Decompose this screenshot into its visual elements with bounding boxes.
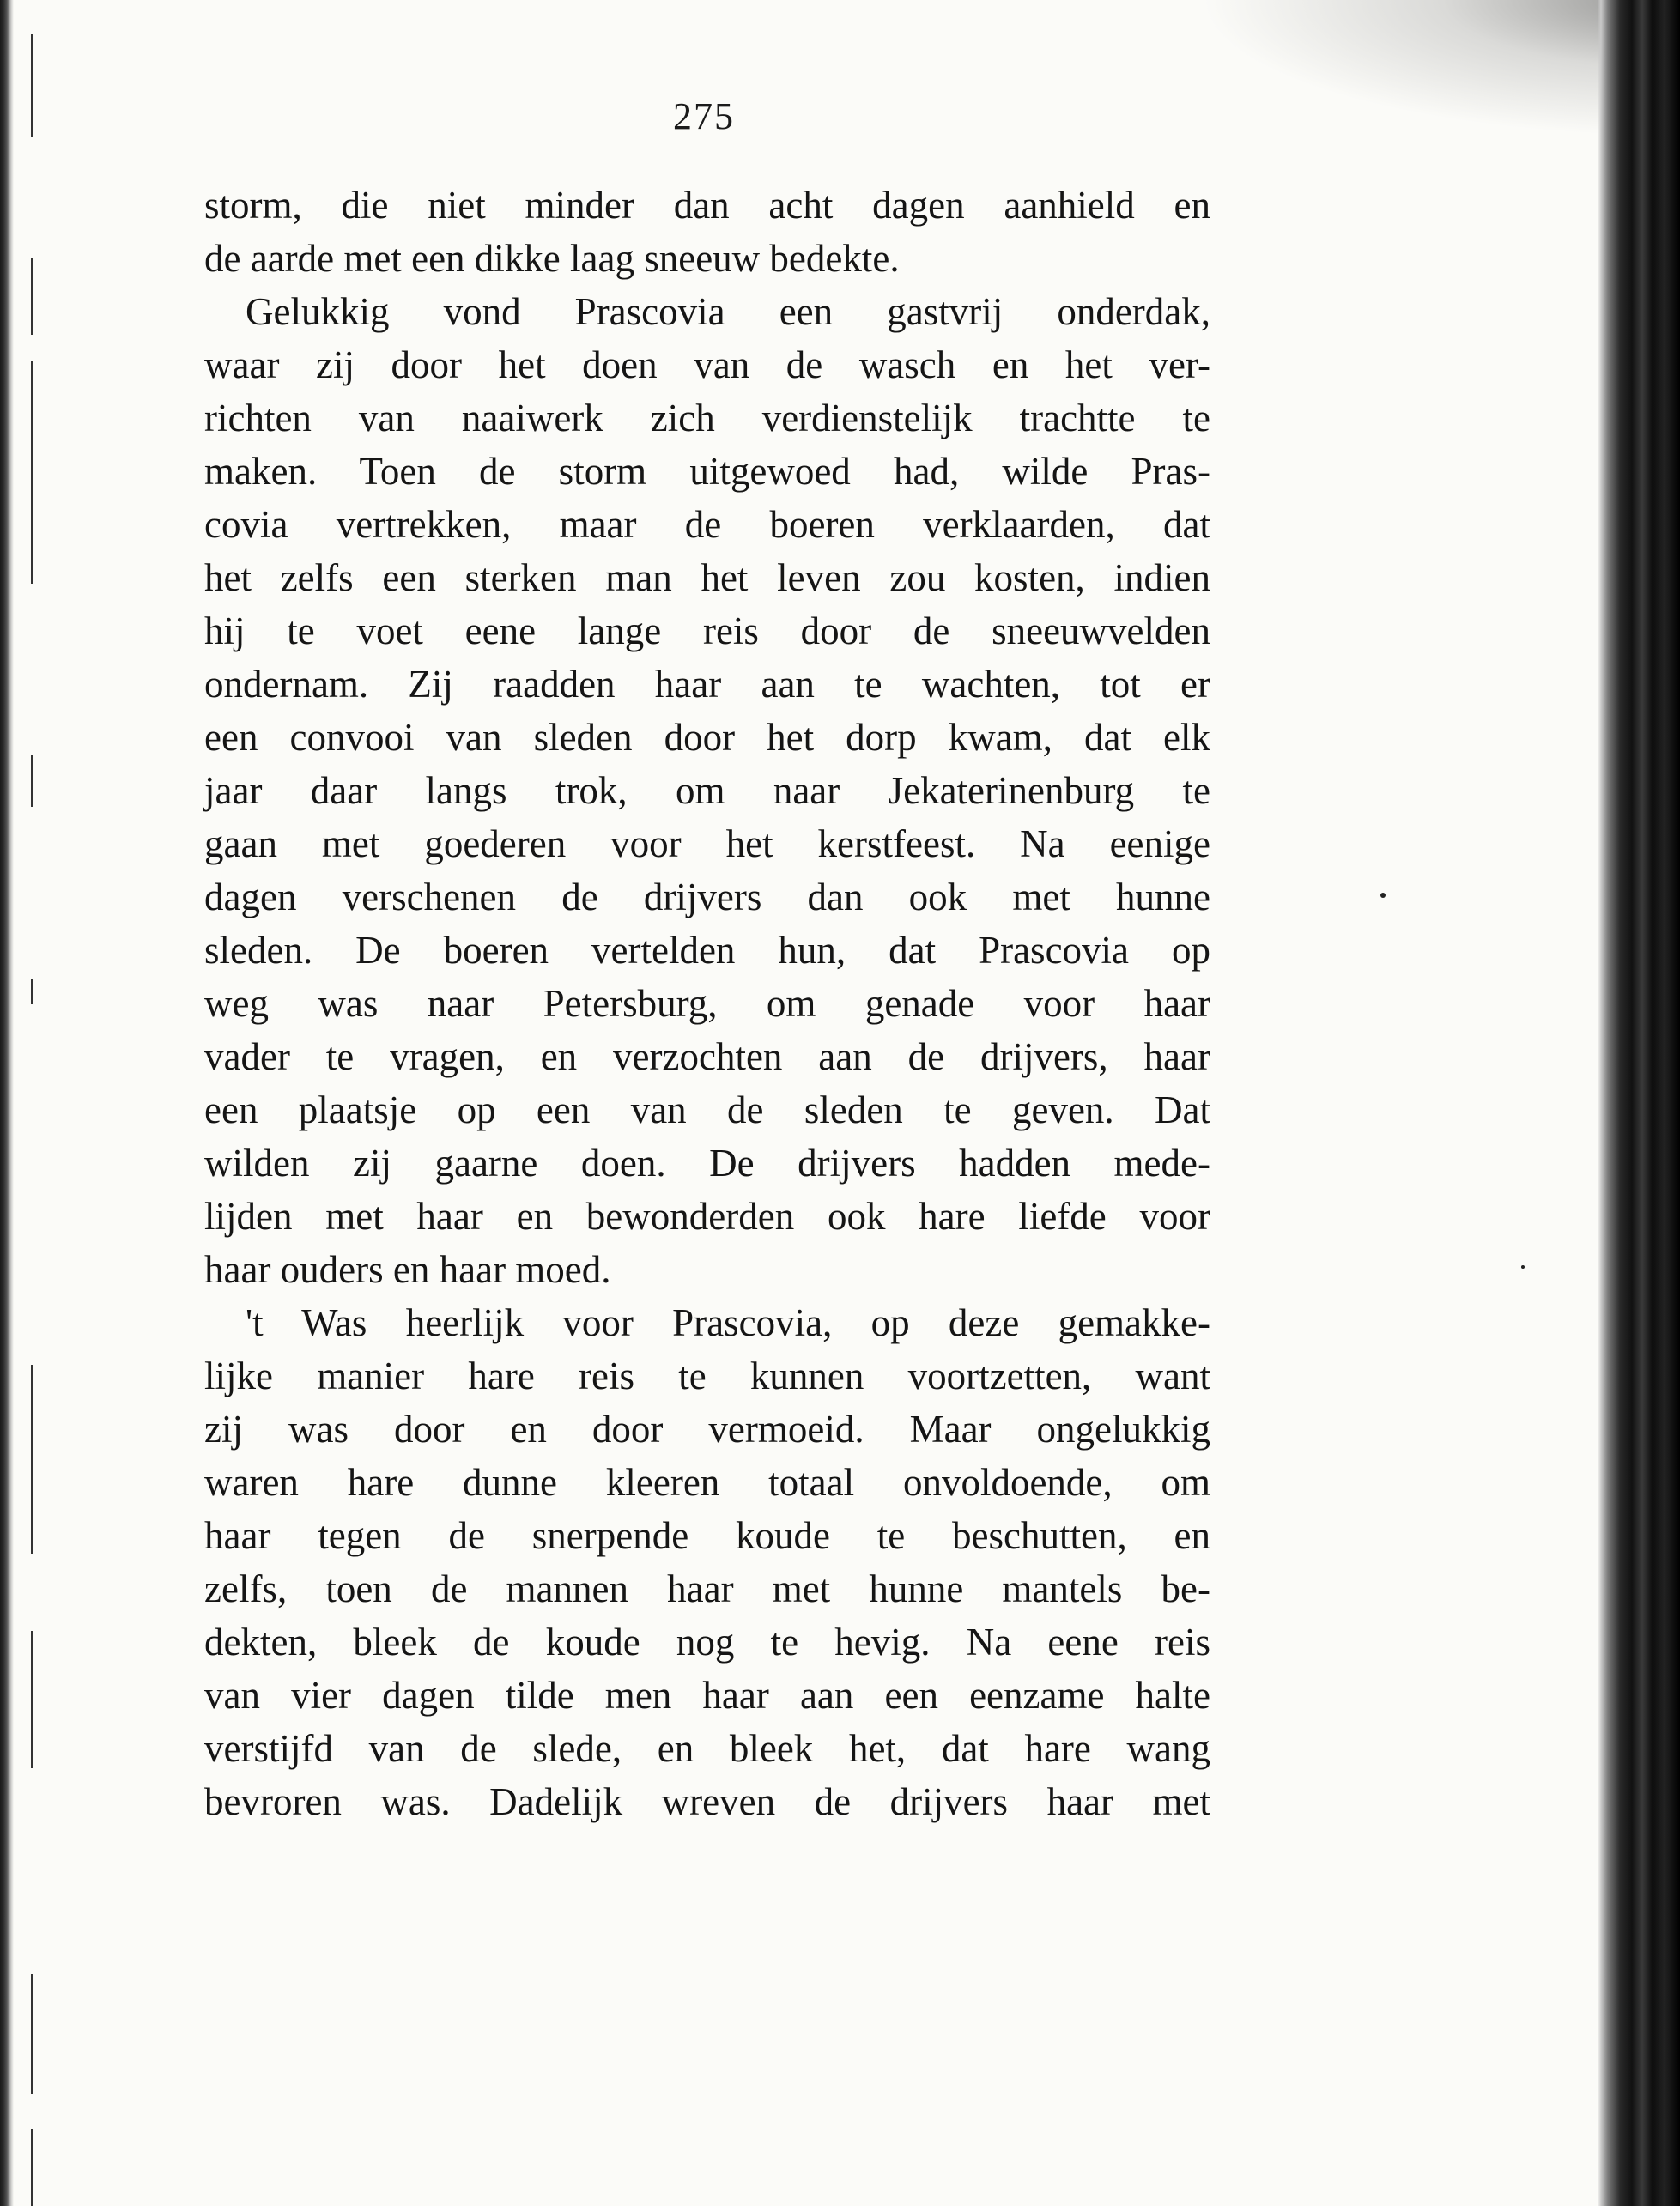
text-line: dagen verschenen de drijvers dan ook met hunne	[204, 876, 1210, 918]
text-line: een convooi van sleden door het dorp kwam, dat elk	[204, 716, 1210, 759]
text-line: zij was door en door vermoeid. Maar ongelukkig	[204, 1408, 1210, 1451]
speck	[1380, 893, 1386, 898]
text-line: haar ouders en haar moed.	[204, 1248, 611, 1291]
right-page-edge	[1598, 0, 1680, 2206]
text-line: covia vertrekken, maar de boeren verklaarden, dat	[204, 503, 1210, 546]
text-line: hij te voet eene lange reis door de sneeuwvelden	[204, 609, 1210, 652]
text-line: gaan met goederen voor het kerstfeest. Na eenige	[204, 822, 1210, 865]
text-line: waar zij door het doen van de wasch en het ver-	[204, 343, 1210, 386]
text-line: dekten, bleek de koude nog te hevig. Na eene reis	[204, 1621, 1210, 1664]
body-text	[204, 179, 1210, 1828]
text-line: de aarde met een dikke laag sneeuw bedekte.	[204, 237, 900, 280]
text-line: ondernam. Zij raadden haar aan te wachten, tot er	[204, 663, 1210, 706]
text-line: haar tegen de snerpende koude te beschutten, en	[204, 1514, 1210, 1557]
text-line: jaar daar langs trok, om naar Jekaterinenburg te	[204, 769, 1210, 812]
page-number: 275	[673, 95, 735, 137]
text-line: zelfs, toen de mannen haar met hunne mantels be-	[204, 1567, 1210, 1610]
text-line: Gelukkig vond Prascovia een gastvrij onderdak,	[246, 290, 1210, 333]
text-line: het zelfs een sterken man het leven zou kosten, indien	[204, 556, 1210, 599]
left-binding-shadow	[0, 0, 14, 2206]
text-line: storm, die niet minder dan acht dagen aanhield en	[204, 184, 1210, 227]
text-line: richten van naaiwerk zich verdienstelijk trachtte te	[204, 397, 1210, 439]
text-line: bevroren was. Dadelijk wreven de drijvers haar met	[204, 1780, 1210, 1823]
text-line: maken. Toen de storm uitgewoed had, wilde Pras-	[204, 450, 1210, 493]
left-margin-marks	[31, 0, 36, 2206]
text-line: 't Was heerlijk voor Prascovia, op deze gemakke-	[246, 1301, 1210, 1344]
text-line: een plaatsje op een van de sleden te geven. Dat	[204, 1088, 1210, 1131]
text-line: wilden zij gaarne doen. De drijvers hadden mede-	[204, 1142, 1210, 1185]
text-line: lijden met haar en bewonderden ook hare liefde voor	[204, 1195, 1210, 1238]
text-line: verstijfd van de slede, en bleek het, dat hare wang	[204, 1727, 1210, 1770]
text-line: waren hare dunne kleeren totaal onvoldoende, om	[204, 1461, 1210, 1504]
text-line: lijke manier hare reis te kunnen voortzetten, want	[204, 1355, 1210, 1397]
text-line: sleden. De boeren vertelden hun, dat Prascovia op	[204, 929, 1210, 972]
speck	[1521, 1265, 1525, 1269]
text-line: van vier dagen tilde men haar aan een eenzame halte	[204, 1674, 1210, 1717]
text-line: vader te vragen, en verzochten aan de drijvers, haar	[204, 1035, 1210, 1078]
text-line: weg was naar Petersburg, om genade voor haar	[204, 982, 1210, 1025]
